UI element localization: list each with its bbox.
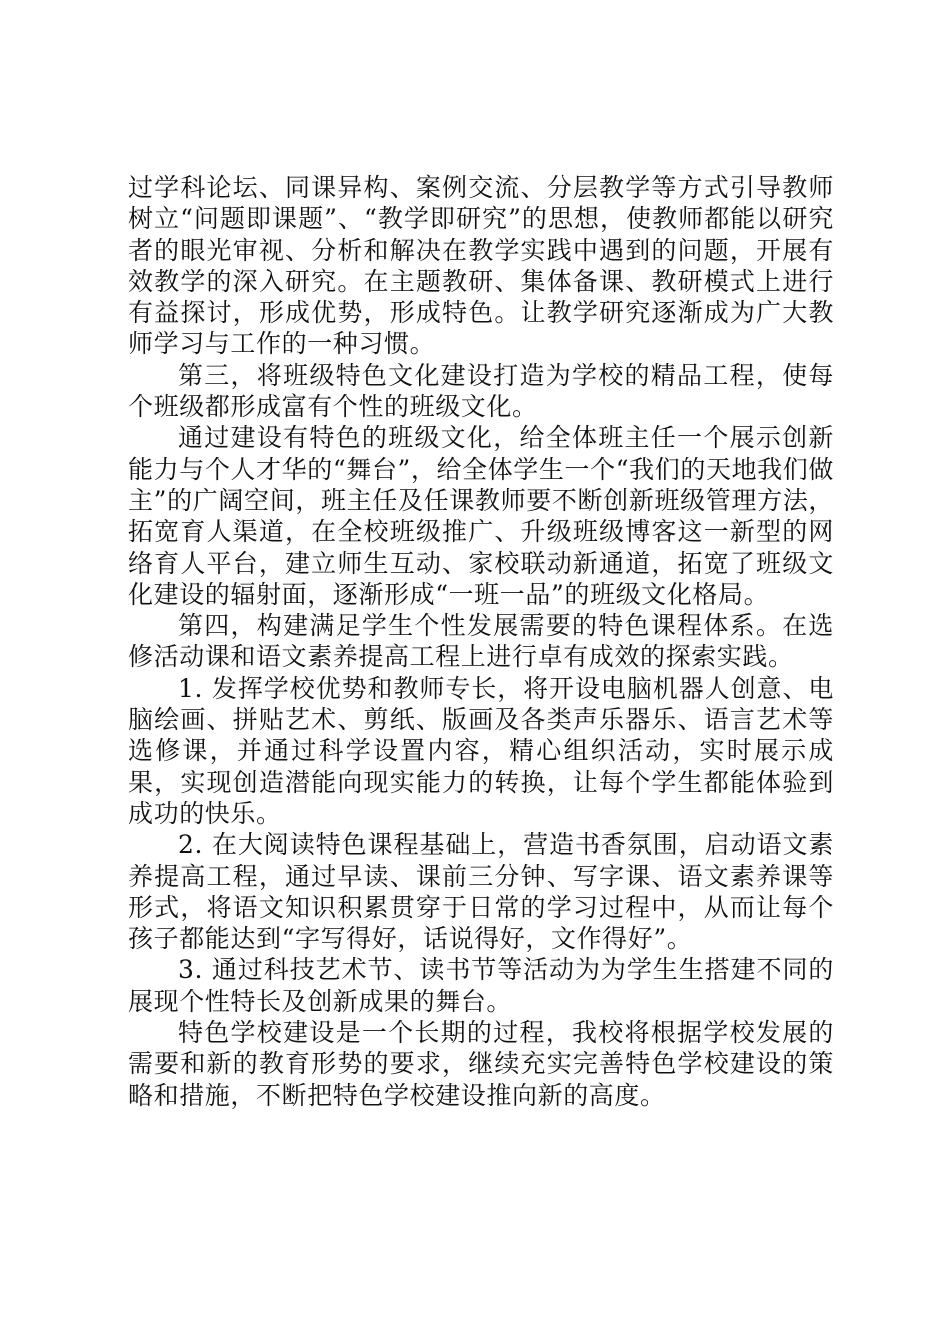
paragraph-third-point: 第三，将班级特色文化建设打造为学校的精品工程，使每个班级都形成富有个性的班级文化。 (128, 360, 834, 422)
paragraph-item-3: 3. 通过科技艺术节、读书节等活动为为学生生搭建不同的展现个性特长及创新成果的舞台。 (128, 955, 834, 1016)
document-page (128, 172, 834, 1111)
paragraph-fourth-point: 第四，构建满足学生个性发展需要的特色课程体系。在选修活动课和语文素养提高工程上进行卓有成效的探索实践。 (128, 611, 834, 672)
paragraph-item-1: 1. 发挥学校优势和教师专长，将开设电脑机器人创意、电脑绘画、拼贴艺术、剪纸、版画及各类声乐器乐、语言艺术等选修课，并通过科学设置内容，精心组织活动，实时展示成果，实现创造潜能向现实能力的转换，让每个学生都能体验到成功的快乐。 (128, 673, 834, 828)
paragraph-item-2: 2. 在大阅读特色课程基础上，营造书香氛围，启动语文素养提高工程，通过早读、课前三分钟、写字课、语文素养课等形式，将语文知识积累贯穿于日常的学习过程中，从而让每个孩子都能达到“字写得好，话说得好，文作得好”。 (128, 830, 834, 954)
paragraph-class-culture: 通过建设有特色的班级文化，给全体班主任一个展示创新能力与个人才华的“舞台”，给全体学生一个“我们的天地我们做主”的广阔空间，班主任及任课教师要不断创新班级管理方法，拓宽育人渠道，在全校班级推广、升级班级博客这一新型的网络育人平台，建立师生互动、家校联动新通道，拓宽了班级文化建设的辐射面，逐渐形成“一班一品”的班级文化格局。 (128, 423, 834, 609)
paragraph-continuation: 过学科论坛、同课异构、案例交流、分层教学等方式引导教师树立“问题即课题”、“教学即研究”的思想，使教师都能以研究者的眼光审视、分析和解决在教学实践中遇到的问题，开展有效教学的深入研究。在主题教研、集体备课、教研模式上进行有益探讨，形成优势，形成特色。让教学研究逐渐成为广大教师学习与工作的一种习惯。 (128, 173, 834, 359)
paragraph-conclusion: 特色学校建设是一个长期的过程，我校将根据学校发展的需要和新的教育形势的要求，继续充实完善特色学校建设的策略和措施，不断把特色学校建设推向新的高度。 (128, 1018, 834, 1110)
